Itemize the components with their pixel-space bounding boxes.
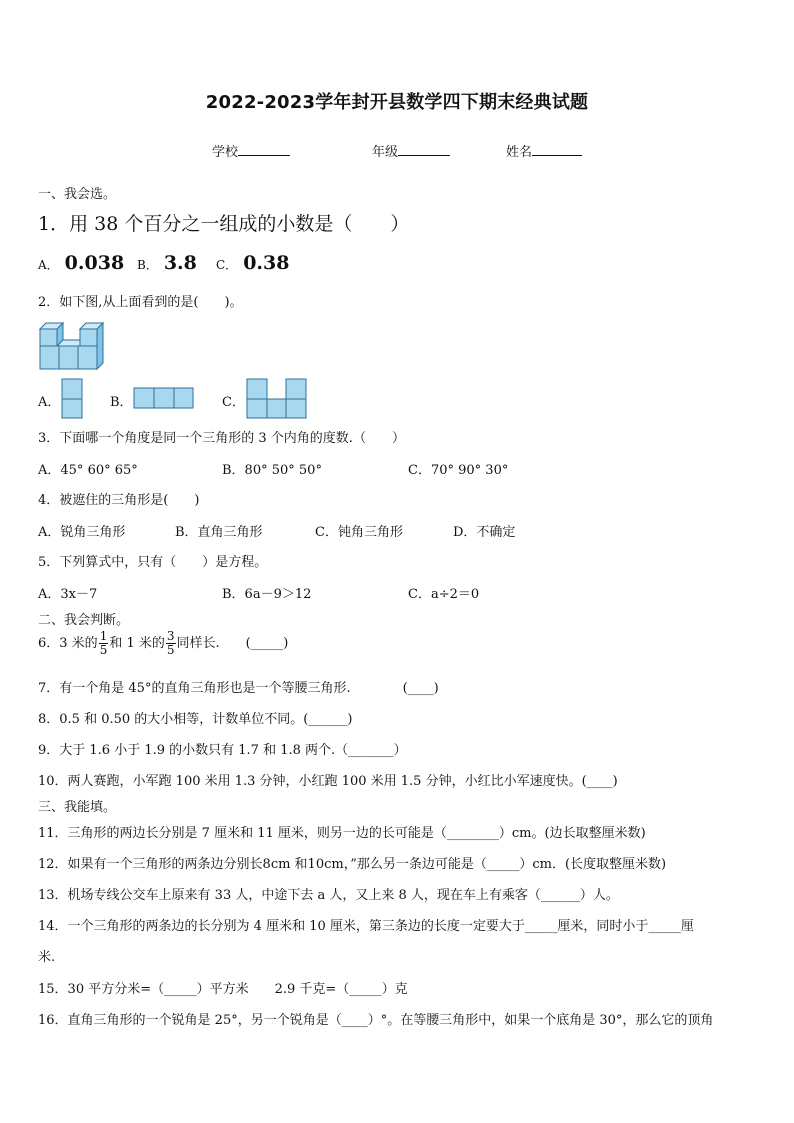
q4-option-a: A．锐角三角形 [38,525,126,540]
question-8: 8．0.5 和 0.50 的大小相等，计数单位不同。(______) [38,712,353,727]
q5-option-a: A．3x－7 [38,587,98,602]
q5-option-b: B．6a－9＞12 [222,587,312,602]
q5-option-c: C．a÷2＝0 [408,587,480,602]
question-15: 15．30 平方分米=（_____）平方米 2.9 千克=（_____）克 [38,982,408,997]
grade-blank[interactable] [398,143,450,156]
q3-option-b: B．80° 50° 50° [222,463,322,478]
question-4: 4．被遮住的三角形是( ) [38,493,200,508]
question-1: 1．用 38 个百分之一组成的小数是（ ） [38,213,410,235]
q2-option-b-figure [133,387,195,409]
q4-option-d: D．不确定 [453,525,516,540]
grade-label: 年级 [372,145,399,160]
fraction-one-fifth: $\frac{1}{5}$ [99,629,108,657]
school-blank[interactable] [238,143,290,156]
fraction-three-fifths: $\frac{3}{5}$ [166,629,175,657]
question-7: 7．有一个角是 45°的直角三角形也是一个等腰三角形. (____) [38,681,439,696]
q2-option-c-label: C． [222,395,245,410]
question-12: 12．如果有一个三角形的两条边分别长8cm 和10cm，”那么另一条边可能是（_____）cm．(长度取整厘米数) [38,857,667,872]
grade-field [372,141,450,160]
q3-option-c: C．70° 90° 30° [408,463,509,478]
q2-option-b-label: B． [110,395,133,410]
section-2-heading: 二、我会判断。 [38,613,130,628]
q1-option-c: C． 0.38 [216,252,290,274]
question-9: 9．大于 1.6 小于 1.9 的小数只有 1.7 和 1.8 两个.（_______） [38,743,407,758]
q3-option-a: A．45° 60° 65° [38,463,138,478]
section-1-heading: 一、我会选。 [38,187,117,202]
question-2: 2．如下图,从上面看到的是( )。 [38,295,243,310]
q2-option-c-figure [246,378,308,420]
question-3: 3．下面哪一个角度是同一个三角形的 3 个内角的度数.（ ） [38,431,405,446]
question-5: 5．下列算式中，只有（ ）是方程。 [38,555,268,570]
page-title: 2022-2023学年封开县数学四下期末经典试题 [205,92,589,113]
name-field [506,141,582,160]
q1-option-a: A． 0.038 [38,252,125,274]
section-3-heading: 三、我能填。 [38,800,117,815]
question-14-line-2: 米. [38,950,56,965]
q2-option-a-label: A． [38,395,61,410]
q1-option-b: B． 3.8 [137,252,197,274]
q4-option-c: C．钝角三角形 [315,525,403,540]
question-14-line-1: 14．一个三角形的两条边的长分别为 4 厘米和 10 厘米，第三条边的长度一定要大于_____厘米，同时小于_____厘 [38,919,694,934]
school-field [212,141,290,160]
question-16: 16．直角三角形的一个锐角是 25°，另一个锐角是（____）°。在等腰三角形中，如果一个底角是 30°，那么它的顶角 [38,1013,714,1028]
question-6: 6．3 米的 $\frac{1}{5}$ 和 1 米的 $\frac{3}{5}$ 同样长. (_____) [38,629,289,657]
question-13: 13．机场专线公交车上原来有 33 人，中途下去 a 人，又上来 8 人，现在车上有乘客（______）人。 [38,888,619,903]
q4-option-b: B．直角三角形 [175,525,263,540]
name-label: 姓名 [506,145,533,160]
q2-option-a-figure [61,378,85,420]
question-11: 11．三角形的两边长分别是 7 厘米和 11 厘米，则另一边的长可能是（________）cm。(边长取整厘米数) [38,826,646,841]
school-label: 学校 [212,145,239,160]
cube-figure [37,321,109,371]
name-blank[interactable] [532,143,582,156]
question-10: 10．两人赛跑，小军跑 100 米用 1.3 分钟，小红跑 100 米用 1.5 分钟，小红比小军速度快。(____) [38,774,618,789]
